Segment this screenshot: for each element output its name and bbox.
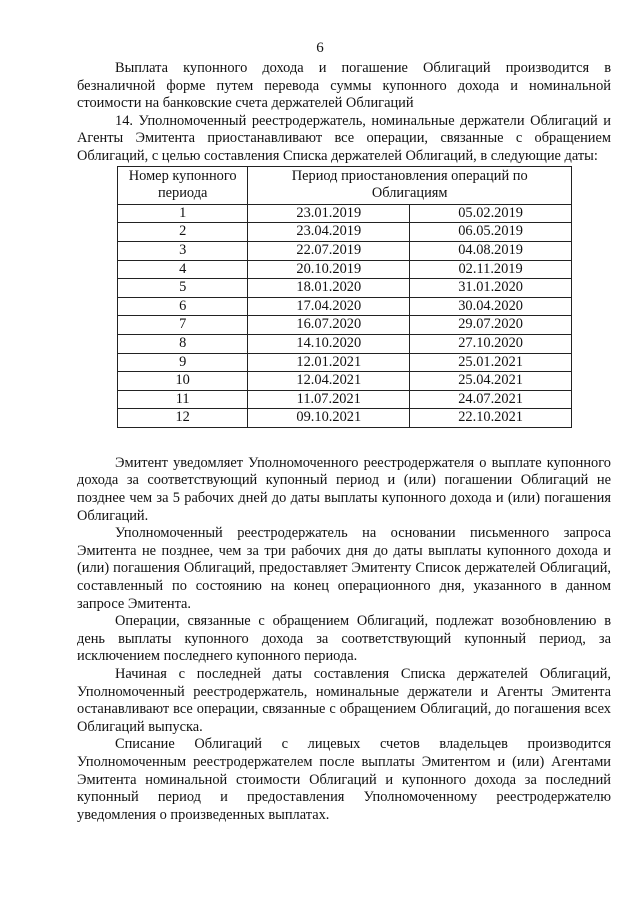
header-suspension-period: Период приостановления операций по Облигациям xyxy=(248,166,572,204)
start-date-cell: 11.07.2021 xyxy=(248,390,410,409)
end-date-cell: 25.01.2021 xyxy=(410,353,572,372)
coupon-number-cell: 6 xyxy=(118,297,248,316)
coupon-number-cell: 3 xyxy=(118,241,248,260)
coupon-number-cell: 12 xyxy=(118,409,248,428)
end-date-cell: 24.07.2021 xyxy=(410,390,572,409)
coupon-number-cell: 5 xyxy=(118,279,248,298)
end-date-cell: 27.10.2020 xyxy=(410,334,572,353)
paragraph-operations-stop: Начиная с последней даты составления Списка держателей Облигаций, Уполномоченный реестродержатель, номинальные держатели и Агенты Эмитента останавливают все операции, связанные с обращением Облигаций, до погашения всех Облигаций выпуска. xyxy=(77,666,611,735)
start-date-cell: 09.10.2021 xyxy=(248,409,410,428)
paragraph-issuer-notification: Эмитент уведомляет Уполномоченного реестродержателя о выплате купонного дохода за соответствующий купонный период и (или) погашении Облигаций не позднее чем за 5 рабочих дней до даты выплаты купонного дохода и (или) погашения Облигаций. xyxy=(77,454,611,524)
table-header-row xyxy=(118,166,572,204)
table-row xyxy=(118,372,572,391)
table-row xyxy=(118,316,572,335)
start-date-cell: 14.10.2020 xyxy=(248,334,410,353)
end-date-cell: 05.02.2019 xyxy=(410,204,572,223)
start-date-cell: 12.01.2021 xyxy=(248,353,410,372)
table-row xyxy=(118,390,572,409)
start-date-cell: 17.04.2020 xyxy=(248,297,410,316)
start-date-cell: 12.04.2021 xyxy=(248,372,410,391)
coupon-number-cell: 1 xyxy=(118,204,248,223)
coupon-number-cell: 7 xyxy=(118,316,248,335)
end-date-cell: 06.05.2019 xyxy=(410,223,572,242)
coupon-number-cell: 4 xyxy=(118,260,248,279)
end-date-cell: 04.08.2019 xyxy=(410,241,572,260)
suspension-periods-table xyxy=(117,166,572,428)
table-row xyxy=(118,260,572,279)
end-date-cell: 25.04.2021 xyxy=(410,372,572,391)
coupon-number-cell: 9 xyxy=(118,353,248,372)
table-row xyxy=(118,241,572,260)
paragraph-holders-list: Уполномоченный реестродержатель на основании письменного запроса Эмитента не позднее, чем за три рабочих дня до даты выплаты купонного дохода и (или) погашения Облигаций, предоставляет Эмитенту Список держателей Облигаций, составленный по состоянию на конец операционного дня, указанного в данном запросе Эмитента. xyxy=(77,525,611,612)
start-date-cell: 20.10.2019 xyxy=(248,260,410,279)
header-coupon-period-number: Номер купонного периода xyxy=(118,166,248,204)
start-date-cell: 18.01.2020 xyxy=(248,279,410,298)
table-row xyxy=(118,297,572,316)
start-date-cell: 16.07.2020 xyxy=(248,316,410,335)
paragraph-write-off: Списание Облигаций с лицевых счетов владельцев производится Уполномоченным реестродержателем после выплаты Эмитентом и (или) Агентами Эмитента номинальной стоимости Облигаций и купонного дохода за последний купонный период и предоставления Уполномоченному реестродержателю уведомления о произведенных выплатах. xyxy=(77,736,611,823)
end-date-cell: 29.07.2020 xyxy=(410,316,572,335)
coupon-number-cell: 8 xyxy=(118,334,248,353)
paragraph-clause-14: 14. Уполномоченный реестродержатель, номинальные держатели Облигаций и Агенты Эмитента приостанавливают все операции, связанные с обращением Облигаций, с целью составления Списка держателей Облигаций, в следующие даты: xyxy=(77,112,611,164)
end-date-cell: 30.04.2020 xyxy=(410,297,572,316)
end-date-cell: 31.01.2020 xyxy=(410,279,572,298)
coupon-number-cell: 2 xyxy=(118,223,248,242)
end-date-cell: 22.10.2021 xyxy=(410,409,572,428)
page-number: 6 xyxy=(316,40,324,56)
table-row xyxy=(118,409,572,428)
table-row xyxy=(118,223,572,242)
coupon-number-cell: 11 xyxy=(118,390,248,409)
end-date-cell: 02.11.2019 xyxy=(410,260,572,279)
document-body xyxy=(77,60,611,824)
start-date-cell: 23.04.2019 xyxy=(248,223,410,242)
table-row xyxy=(118,279,572,298)
table-row xyxy=(118,334,572,353)
table-row xyxy=(118,353,572,372)
start-date-cell: 23.01.2019 xyxy=(248,204,410,223)
coupon-number-cell: 10 xyxy=(118,372,248,391)
paragraph-payment-method: Выплата купонного дохода и погашение Облигаций производится в безналичной форме путем перевода суммы купонного дохода и номинальной стоимости на банковские счета держателей Облигаций xyxy=(77,60,611,112)
start-date-cell: 22.07.2019 xyxy=(248,241,410,260)
table-row xyxy=(118,204,572,223)
paragraph-operations-resume: Операции, связанные с обращением Облигаций, подлежат возобновлению в день выплаты купонного дохода за соответствующий купонный период, за исключением последнего купонного периода. xyxy=(77,613,611,665)
